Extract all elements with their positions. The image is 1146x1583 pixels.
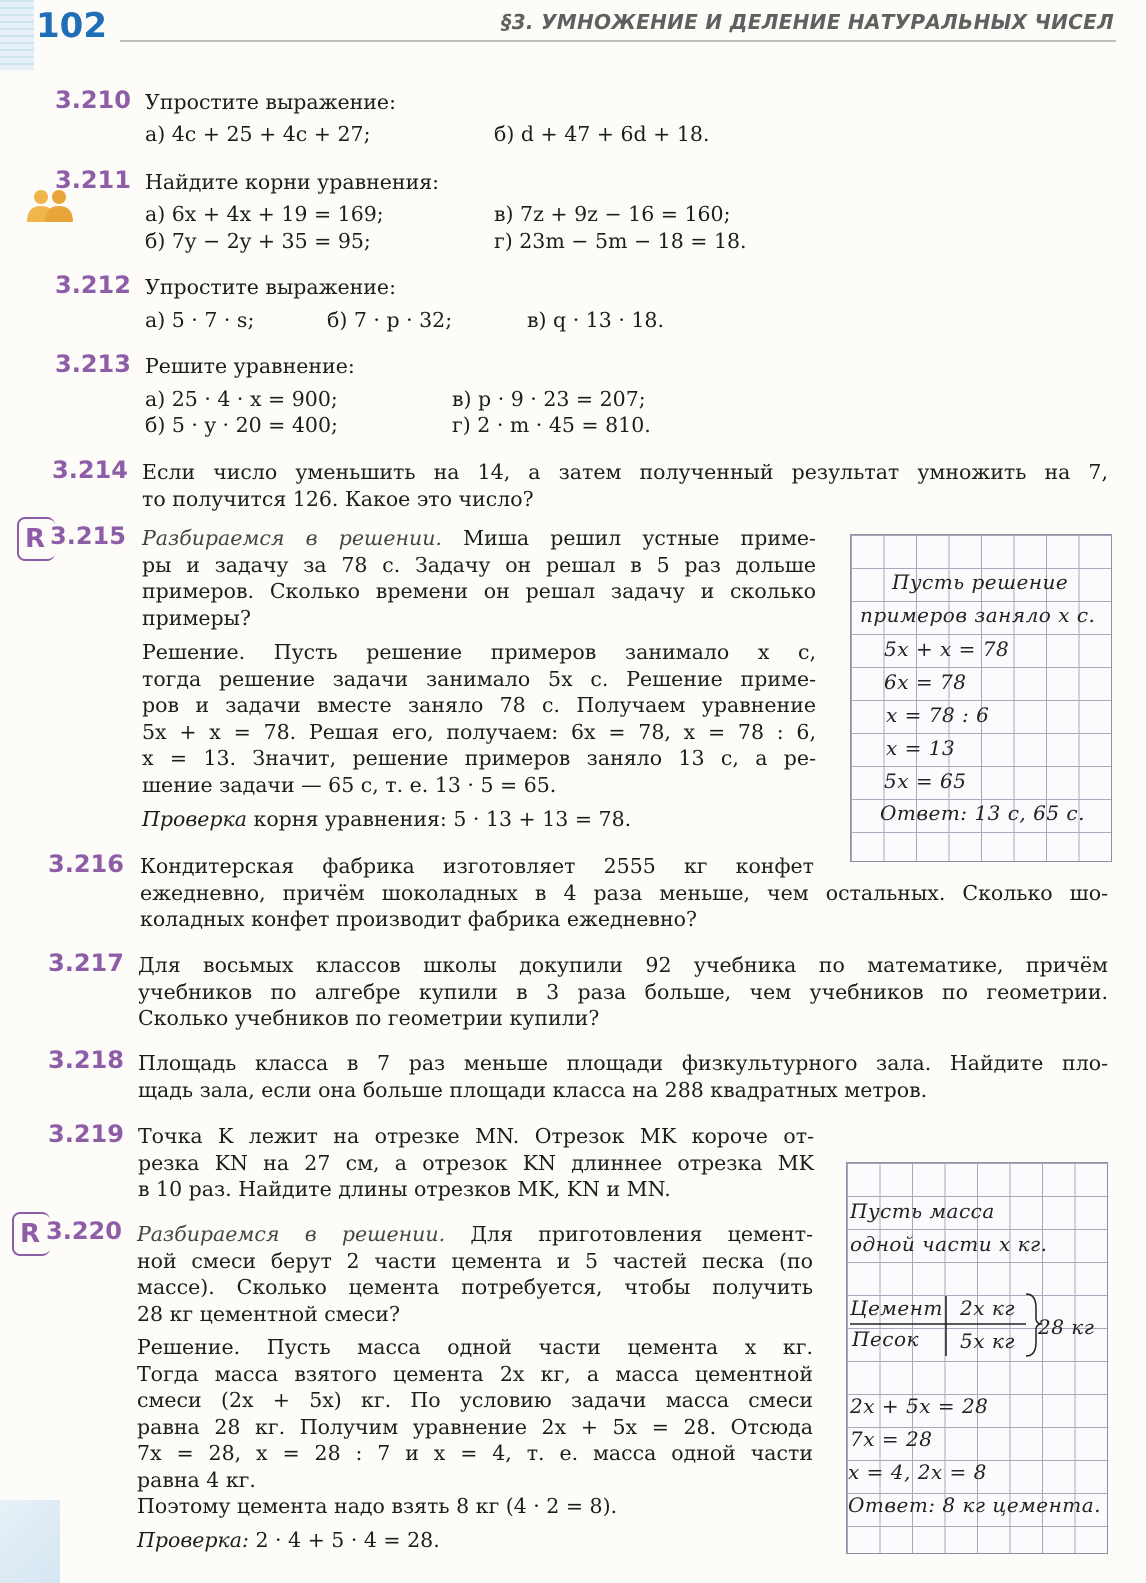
page-number: 102	[36, 6, 107, 46]
problem-prompt: Решите уравнение:	[145, 354, 355, 378]
problem-text: Точка K лежит на отрезке MN. Отрезок MK короче от- резка KN на 27 см, а отрезок KN длиннее отрезка MK в 10 раз. Найдите длины отрезков MK, KN и MN.	[138, 1124, 814, 1201]
handwritten-note: 28 кг	[1038, 1315, 1095, 1339]
problem-item: б) 5 · y · 20 = 400;	[145, 413, 338, 437]
handwritten-note: Ответ: 8 кг цемента.	[848, 1493, 1102, 1517]
handwritten-note: 2x кг	[960, 1296, 1015, 1320]
problem-text: Разбираемся в решении. Миша решил устные приме- ры и задачу за 78 с. Задачу он решал в 5 раз дольше примеров. Сколько времени он решал задачу и сколько примеры?	[142, 526, 816, 630]
problem-number: 3.216	[48, 850, 124, 878]
handwritten-note: 2x + 5x = 28	[850, 1394, 989, 1418]
problem-number: 3.215	[50, 522, 126, 550]
problem-item: г) 2 · m · 45 = 810.	[452, 413, 651, 437]
problem-number: 3.219	[48, 1120, 124, 1148]
handwritten-note: Пусть решение	[892, 570, 1069, 594]
handwritten-note: x = 13	[886, 736, 956, 760]
handwritten-note: примеров заняло x с.	[860, 603, 1096, 627]
handwritten-note: Пусть масса	[850, 1199, 995, 1223]
problem-text: Площадь класса в 7 раз меньше площади физкультурного зала. Найдите пло- щадь зала, если она больше площади класса на 288 квадратных метров.	[138, 1051, 1108, 1102]
check-text: Проверка корня уравнения: 5 · 13 + 13 = 78.	[142, 807, 632, 831]
problem-item: г) 23m − 5m − 18 = 18.	[494, 229, 747, 253]
problem-prompt: Упростите выражение:	[145, 275, 396, 299]
handwritten-note: 5x + x = 78	[884, 637, 1010, 661]
handwritten-note: Ответ: 13 с, 65 с.	[880, 801, 1085, 825]
check-text: Проверка: 2 · 4 + 5 · 4 = 28.	[137, 1528, 440, 1552]
problem-item: а) 6x + 4x + 19 = 169;	[145, 202, 384, 226]
problem-number: 3.211	[55, 166, 131, 194]
problem-item: б) 7 · p · 32;	[327, 308, 453, 332]
solution-text: Решение. Пусть масса одной части цемента x кг. Тогда масса взятого цемента 2x кг, а масса цементной смеси (2x + 5x) кг. По условию задачи масса смеси равна 28 кг. Получим уравнение 2x + 5x = 28. Отсюда 7x = 28, x = 28 : 7 и x = 4, т. е. масса одной части равна 4 кг. Поэтому цемента надо взять 8 кг (4 · 2 = 8).	[137, 1335, 813, 1518]
problem-item: б) 7y − 2y + 35 = 95;	[145, 229, 371, 253]
handwritten-note: Песок	[852, 1327, 919, 1351]
handwritten-note: 5x кг	[960, 1329, 1015, 1353]
problem-item: а) 25 · 4 · x = 900;	[145, 387, 338, 411]
handwritten-note: 7x = 28	[850, 1427, 933, 1451]
handwritten-note: Цемент	[850, 1296, 943, 1320]
problem-item: а) 5 · 7 · s;	[145, 308, 255, 332]
corner-decoration	[0, 1500, 60, 1583]
problem-text: Если число уменьшить на 14, а затем полученный результат умножить на 7, то получится 126. Какое это число?	[142, 460, 1108, 511]
problem-item: в) 7z + 9z − 16 = 160;	[494, 202, 731, 226]
running-title: §3. УМНОЖЕНИЕ И ДЕЛЕНИЕ НАТУРАЛЬНЫХ ЧИСЕЛ	[501, 10, 1114, 34]
corner-decoration	[0, 0, 34, 70]
table-divider	[846, 1290, 1046, 1360]
problem-number: 3.218	[48, 1046, 124, 1074]
solution-text: Решение. Пусть решение примеров занимало x с, тогда решение задачи занимало 5x с. Решение приме- ров и задачи вместе заняло 78 с. Получаем уравнение 5x + x = 78. Решая его, получаем: 6x = 78, x = 78 : 6, x = 13. Значит, решение примеров заняло 13 с, а ре- шение задачи — 65 с, т. е. 13 · 5 = 65.	[142, 640, 816, 797]
problem-text: Для восьмых классов школы докупили 92 учебника по математике, причём учебников по алгебре купили в 3 раза больше, чем учебников по геометрии. Сколько учебников по геометрии купили?	[138, 953, 1108, 1030]
problem-number: 3.212	[55, 271, 131, 299]
problem-item: б) d + 47 + 6d + 18.	[494, 122, 710, 146]
solution-badge-icon: R	[12, 1212, 50, 1256]
problem-number: 3.210	[55, 86, 131, 114]
problem-prompt: Найдите корни уравнения:	[145, 170, 440, 194]
handwritten-note: одной части x кг.	[850, 1232, 1048, 1256]
problem-text: Разбираемся в решении. Для приготовления цемент- ной смеси берут 2 части цемента и 5 частей песка (по массе). Сколько цемента потребуется, чтобы получить 28 кг цементной смеси?	[137, 1222, 813, 1326]
problem-text: Кондитерская фабрика изготовляет 2555 кг конфет ежедневно, причём шоколадных в 4 раза меньше, чем остальных. Сколько шо- коладных конфет производит фабрика ежедневно?	[140, 854, 1108, 931]
problem-number: 3.217	[48, 949, 124, 977]
handwritten-note: x = 4, 2x = 8	[848, 1460, 987, 1484]
problem-item: в) q · 13 · 18.	[527, 308, 664, 332]
problem-item: а) 4c + 25 + 4c + 27;	[145, 122, 371, 146]
solution-badge-icon: R	[17, 517, 55, 561]
problem-number: 3.214	[52, 456, 128, 484]
header-rule	[120, 40, 1116, 42]
problem-item: в) p · 9 · 23 = 207;	[452, 387, 646, 411]
problem-prompt: Упростите выражение:	[145, 90, 396, 114]
handwritten-note: 5x = 65	[884, 769, 967, 793]
handwritten-note: x = 78 : 6	[886, 703, 990, 727]
problem-number: 3.213	[55, 350, 131, 378]
problem-number: 3.220	[46, 1217, 122, 1245]
handwritten-note: 6x = 78	[884, 670, 967, 694]
